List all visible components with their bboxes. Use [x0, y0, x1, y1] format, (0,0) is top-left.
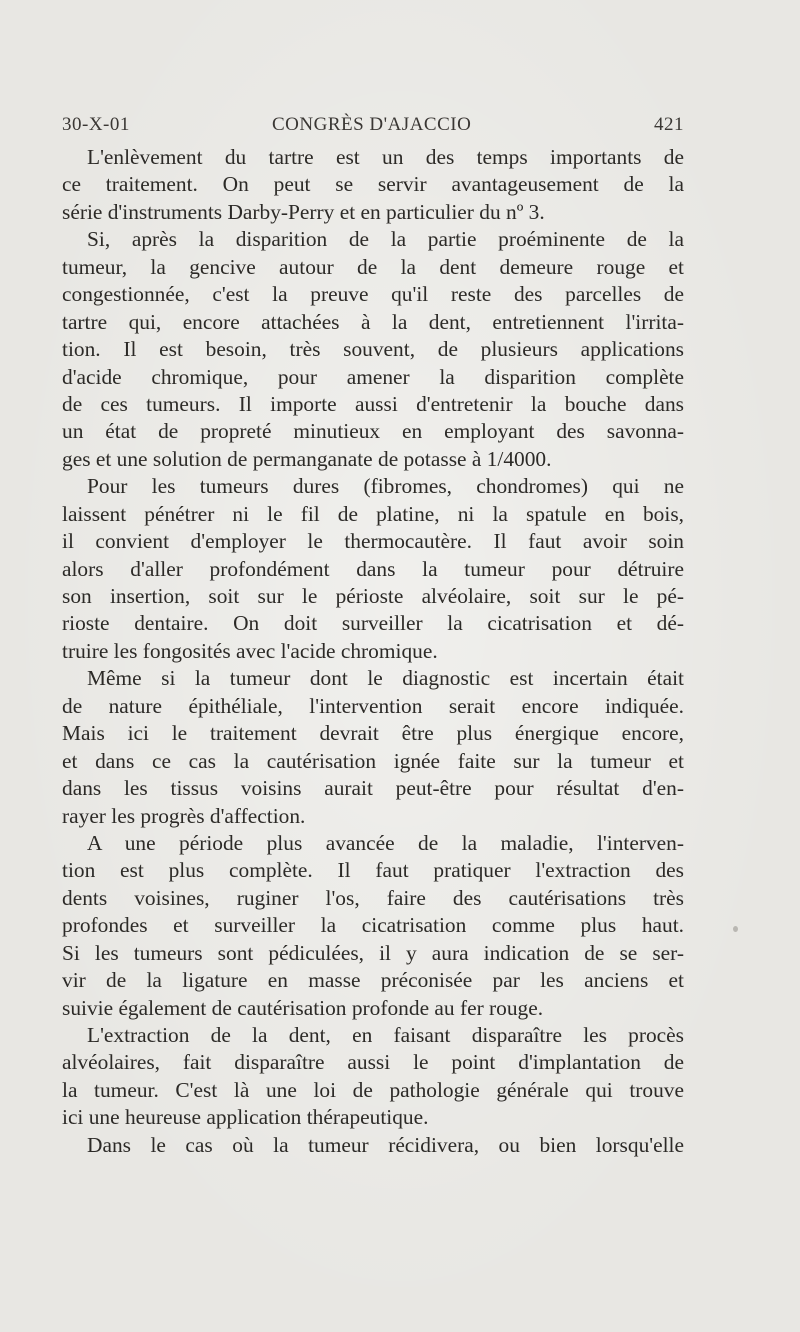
- text-line: rioste dentaire. On doit surveiller la cicatrisation et dé-: [62, 611, 684, 636]
- text-line: dans les tissus voisins aurait peut-être pour résultat d'en-: [62, 776, 684, 801]
- text-line: truire les fongosités avec l'acide chromique.: [62, 638, 438, 663]
- header-title: CONGRÈS D'AJACCIO: [272, 114, 472, 135]
- text-line: profondes et surveiller la cicatrisation comme plus haut.: [62, 913, 684, 938]
- text-line: L'enlèvement du tartre est un des temps importants de: [87, 145, 684, 169]
- text-line: il convient d'employer le thermocautère. Il faut avoir soin: [62, 529, 684, 554]
- page-number: 421: [654, 114, 684, 135]
- text-line: Même si la tumeur dont le diagnostic est incertain était: [87, 666, 684, 691]
- text-line: la tumeur. C'est là une loi de pathologie générale qui trouve: [62, 1077, 684, 1102]
- text-line: tion est plus complète. Il faut pratiquer l'extraction des: [62, 858, 684, 883]
- text-line: alors d'aller profondément dans la tumeur pour détruire: [62, 556, 684, 581]
- text-line: A une période plus avancée de la maladie, l'interven-: [87, 830, 684, 855]
- text-line: tumeur, la gencive autour de la dent demeure rouge et: [62, 254, 684, 279]
- text-line: de nature épithéliale, l'intervention serait encore indiquée.: [62, 693, 684, 718]
- text-line: congestionnée, c'est la preuve qu'il reste des parcelles de: [62, 282, 684, 307]
- running-header: [62, 114, 684, 138]
- text-line: laissent pénétrer ni le fil de platine, ni la spatule en bois,: [62, 501, 684, 526]
- text-line: un état de propreté minutieux en employant des savonna-: [62, 419, 684, 444]
- text-line: de ces tumeurs. Il importe aussi d'entretenir la bouche dans: [62, 391, 684, 416]
- text-line: Mais ici le traitement devrait être plus énergique encore,: [62, 721, 684, 746]
- text-line: alvéolaires, fait disparaître aussi le point d'implantation de: [62, 1050, 684, 1075]
- text-line: suivie également de cautérisation profonde au fer rouge.: [62, 995, 544, 1020]
- body-text: [62, 144, 684, 1159]
- text-line: d'acide chromique, pour amener la disparition complète: [62, 364, 684, 389]
- text-line: vir de la ligature en masse préconisée par les anciens et: [62, 968, 684, 993]
- text-line: et dans ce cas la cautérisation ignée faite sur la tumeur et: [62, 748, 684, 773]
- text-line: Dans le cas où la tumeur récidivera, ou bien lorsqu'elle: [87, 1132, 684, 1157]
- text-line: dents voisines, ruginer l'os, faire des cautérisations très: [62, 885, 684, 910]
- text-line: série d'instruments Darby-Perry et en particulier du nº 3.: [62, 199, 545, 224]
- text-line: son insertion, soit sur le périoste alvéolaire, soit sur le pé-: [62, 584, 684, 608]
- text-line: L'extraction de la dent, en faisant disparaître les procès: [87, 1023, 684, 1047]
- header-date: 30-X-01: [62, 114, 130, 135]
- text-line: tartre qui, encore attachées à la dent, entretiennent l'irrita-: [62, 309, 684, 334]
- text-line: Si les tumeurs sont pédiculées, il y aura indication de se ser-: [62, 940, 684, 965]
- text-line: Si, après la disparition de la partie proéminente de la: [87, 227, 684, 252]
- text-line: tion. Il est besoin, très souvent, de plusieurs applications: [62, 337, 684, 362]
- text-line: rayer les progrès d'affection.: [62, 803, 306, 828]
- text-line: ges et une solution de permanganate de potasse à 1/4000.: [62, 446, 552, 471]
- text-line: ce traitement. On peut se servir avantageusement de la: [62, 172, 684, 197]
- text-line: ici une heureuse application thérapeutique.: [62, 1105, 429, 1130]
- paper-speck: [733, 926, 738, 932]
- text-line: Pour les tumeurs dures (fibromes, chondromes) qui ne: [87, 474, 684, 499]
